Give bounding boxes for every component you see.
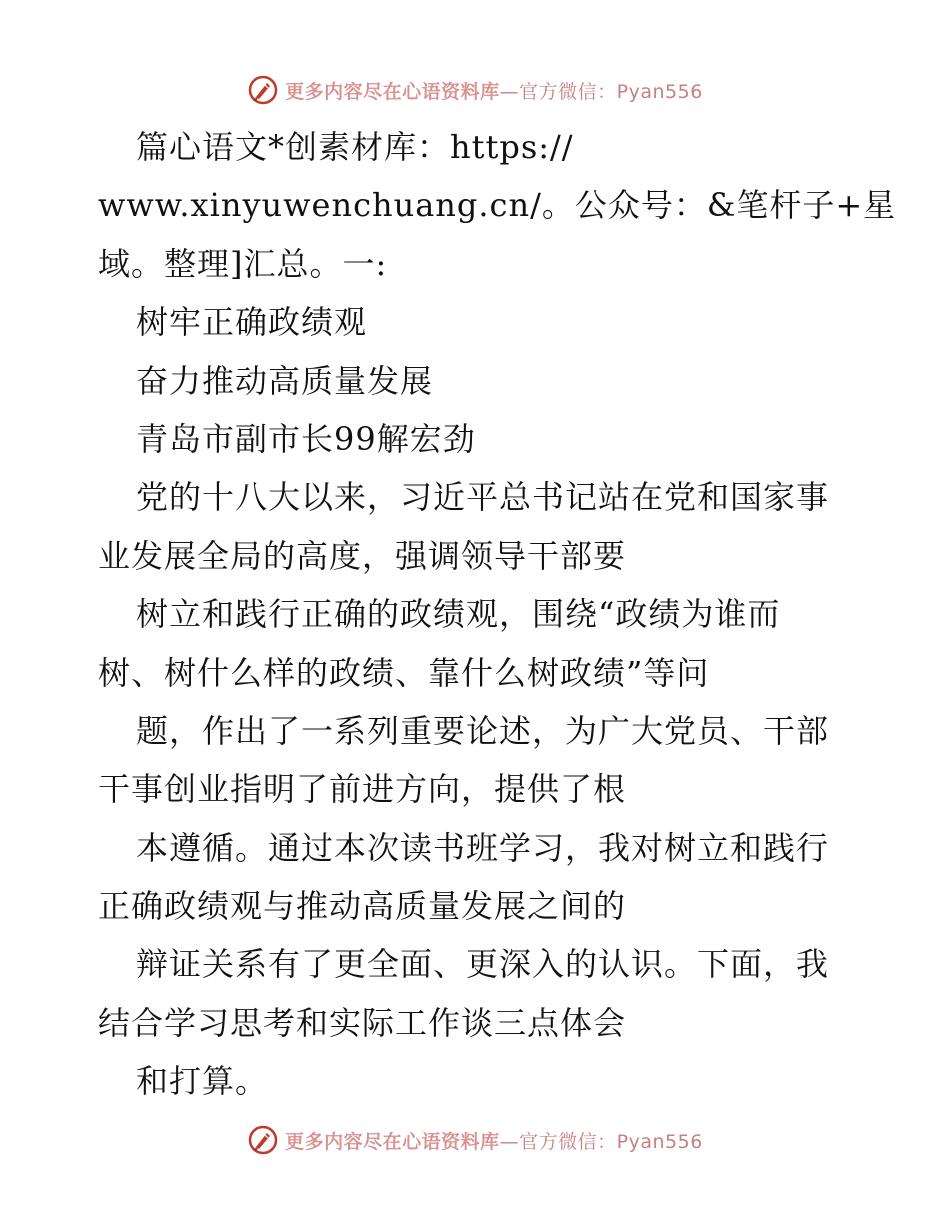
body-line: 题，作出了一系列重要论述，为广大党员、干部 bbox=[136, 711, 830, 750]
footer-watermark-banner bbox=[0, 1120, 950, 1160]
watermark-tail: —官方微信：Pyan556 bbox=[499, 1130, 703, 1153]
body-line: 结合学习思考和实际工作谈三点体会 bbox=[98, 1003, 627, 1042]
body-line: 正确政绩观与推动高质量发展之间的 bbox=[98, 887, 627, 926]
body-line: 篇心语文*创素材库：https:// bbox=[136, 128, 574, 166]
author-line: 青岛市副市长99解宏劲 bbox=[136, 419, 476, 458]
body-line: 本遵循。通过本次读书班学习，我对树立和践行 bbox=[136, 828, 830, 867]
watermark-tail: —官方微信：Pyan556 bbox=[499, 80, 703, 103]
body-line: 辩证关系有了更全面、更深入的认识。下面，我 bbox=[136, 945, 830, 984]
body-line: 和打算。 bbox=[136, 1062, 269, 1101]
article-subtitle-line: 奋力推动高质量发展 bbox=[136, 361, 434, 400]
watermark-lead: 更多内容尽在心语资料库 bbox=[285, 1130, 500, 1153]
body-line: 树、树什么样的政绩、靠什么树政绩”等问 bbox=[98, 653, 710, 692]
watermark-lead: 更多内容尽在心语资料库 bbox=[285, 80, 500, 103]
watermark-text bbox=[285, 77, 703, 104]
document-body bbox=[98, 118, 897, 1111]
body-line: www.xinyuwenchuang.cn/。公众号：&笔杆子+星 bbox=[98, 186, 897, 225]
body-line: 域。整理]汇总。一: bbox=[98, 244, 388, 283]
body-line: 业发展全局的高度，强调领导干部要 bbox=[98, 536, 627, 575]
body-line: 树立和践行正确的政绩观，围绕“政绩为谁而 bbox=[136, 595, 781, 634]
body-line: 党的十八大以来，习近平总书记站在党和国家事 bbox=[136, 478, 830, 517]
header-watermark-banner bbox=[0, 70, 950, 110]
pen-logo-icon bbox=[247, 1124, 279, 1156]
watermark-text bbox=[285, 1127, 703, 1154]
body-line: 干事创业指明了前进方向，提供了根 bbox=[98, 770, 627, 809]
article-title-line: 树牢正确政绩观 bbox=[136, 303, 368, 342]
pen-logo-icon bbox=[247, 74, 279, 106]
